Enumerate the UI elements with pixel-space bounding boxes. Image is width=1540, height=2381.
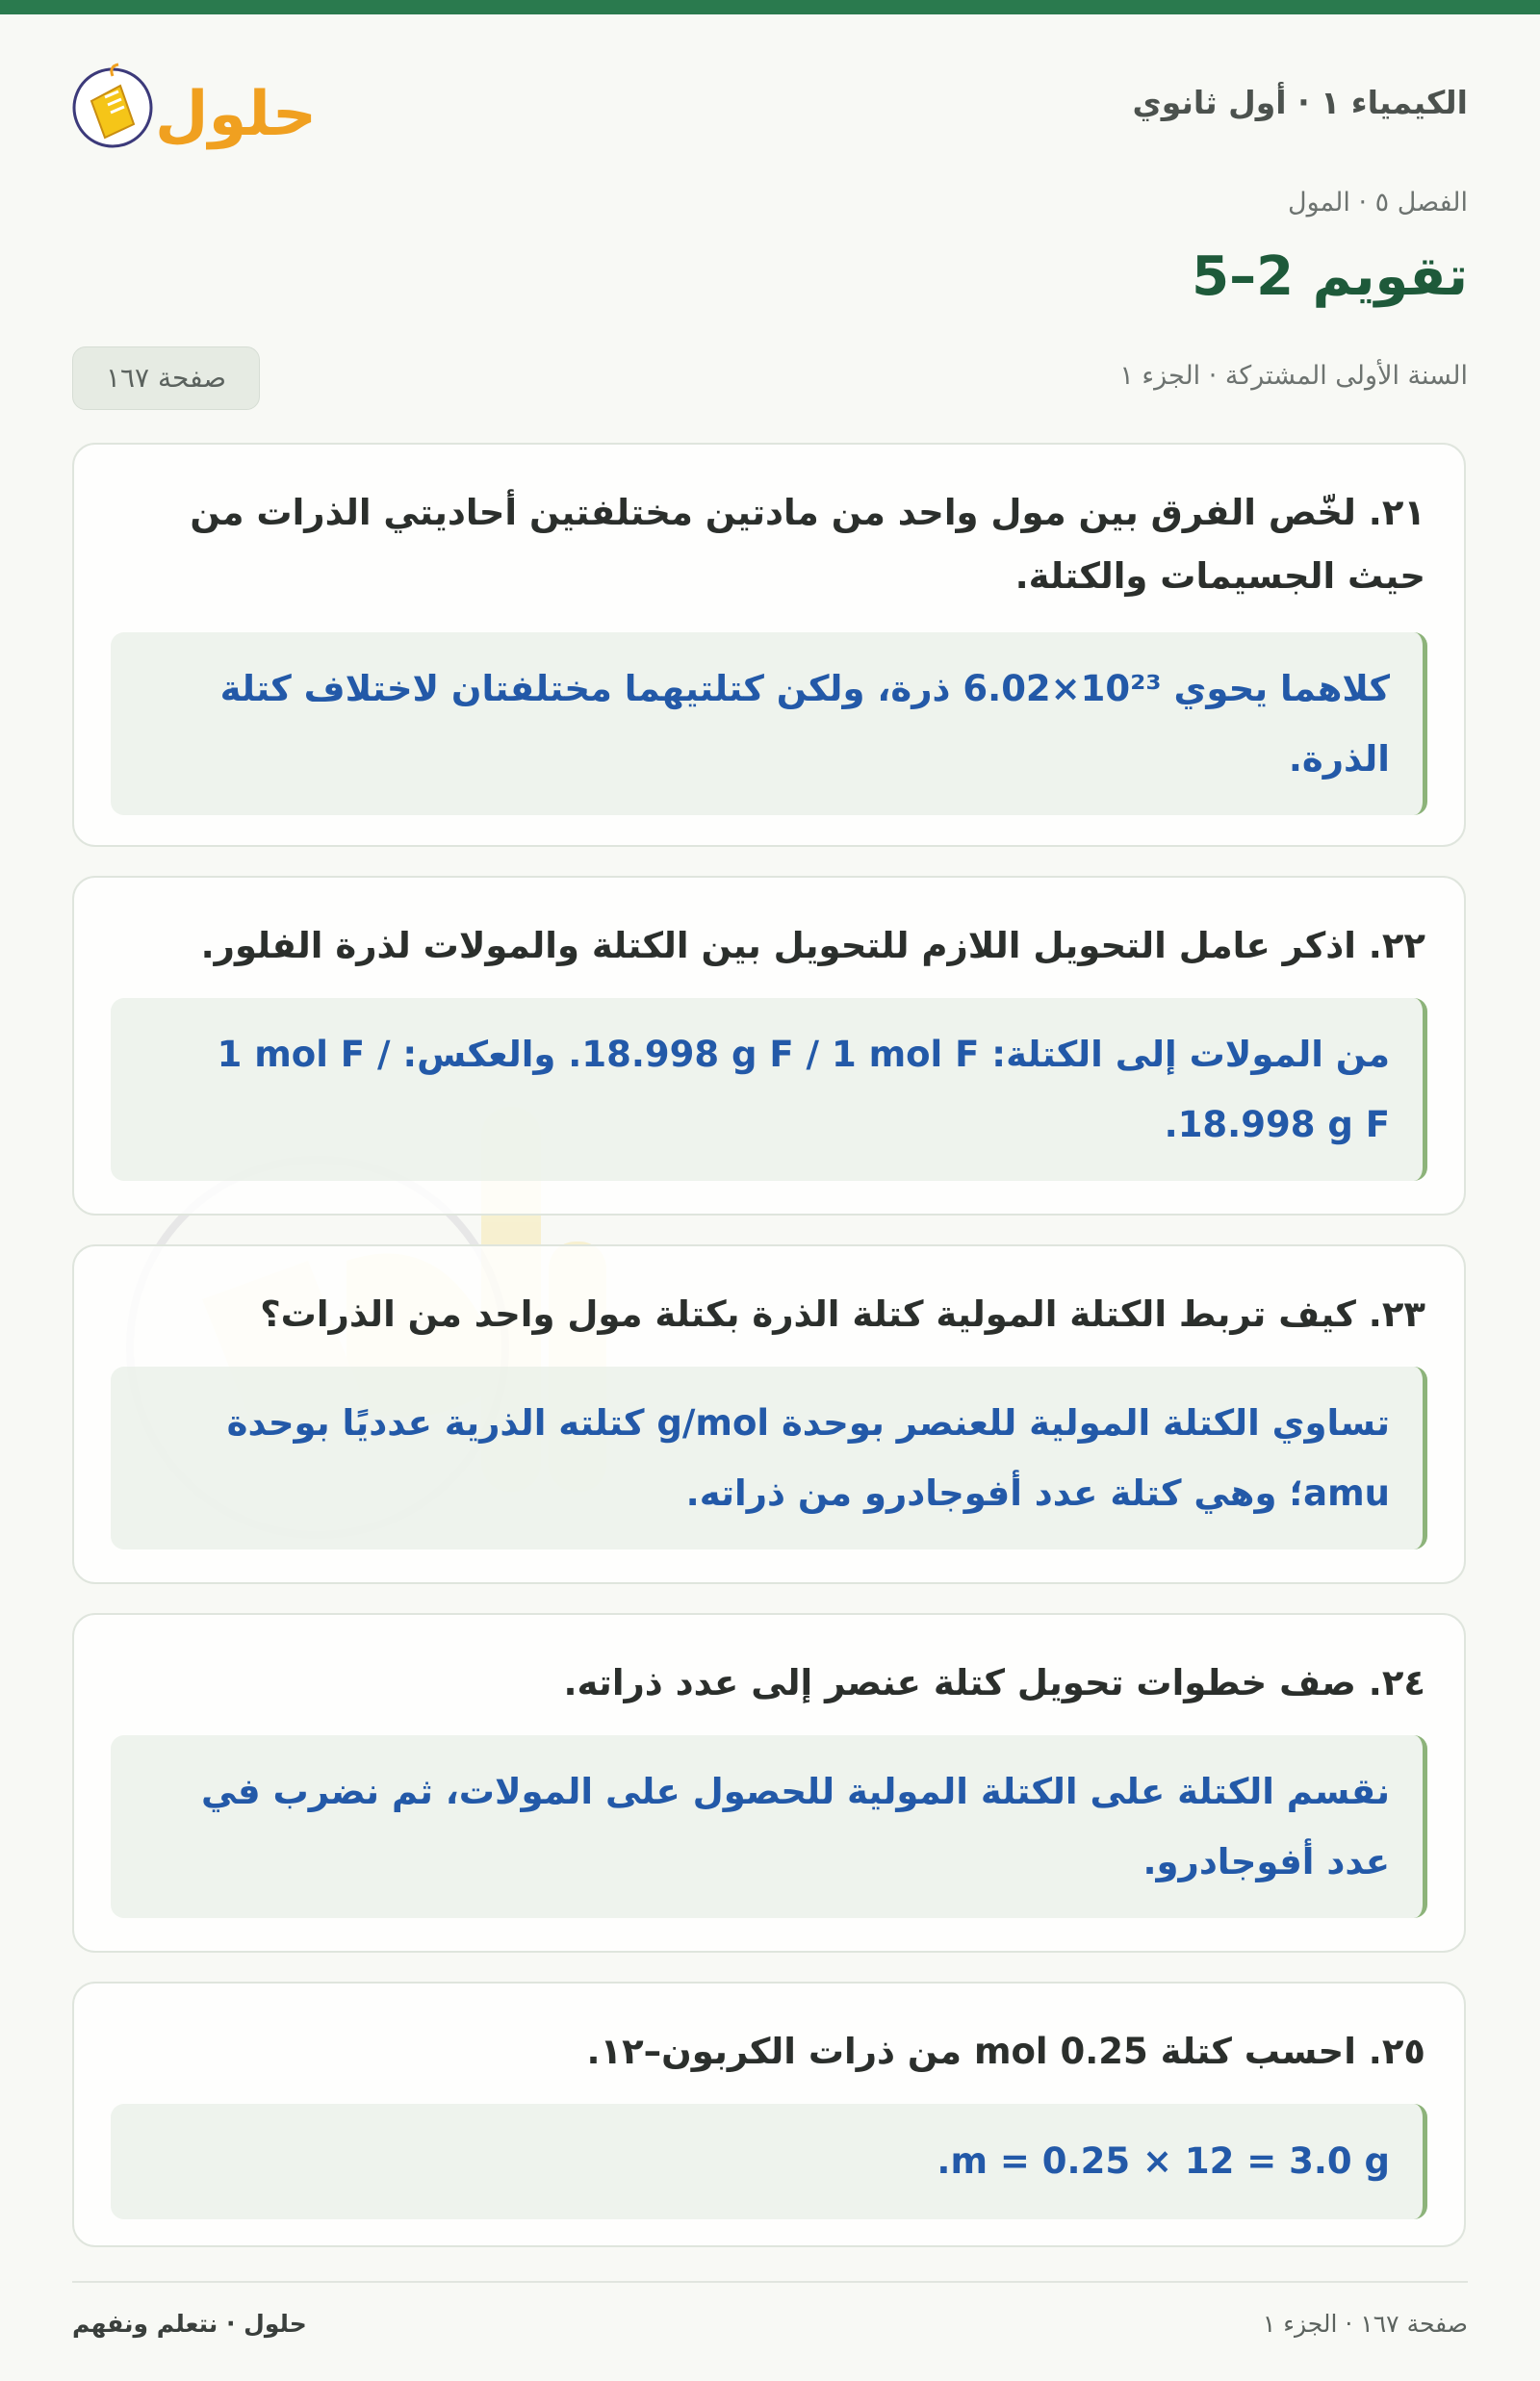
answer-box — [111, 2104, 1427, 2219]
answer-text: تساوي الكتلة المولية للعنصر بوحدة — [769, 1402, 1390, 1444]
answer-text: كلاهما يحوي — [1161, 668, 1390, 709]
answer-text: . والعكس: — [390, 1034, 582, 1075]
answer-unit: amu — [1303, 1472, 1390, 1514]
page-title: تقويم 2–5 — [1192, 245, 1468, 308]
footer-brand: حلول · نتعلم ونفهم — [72, 2310, 307, 2338]
question-card — [72, 443, 1466, 847]
answer-box — [111, 1367, 1427, 1549]
logo-wordmark: حلول — [155, 79, 317, 150]
answer-unit: g/mol — [656, 1402, 770, 1444]
answer-text: من المولات إلى الكتلة: — [979, 1034, 1390, 1075]
question-card — [72, 1613, 1466, 1953]
answer-text: ذرة، ولكن كتلتيهما مختلفتان لاختلاف كتلة الذرة. — [219, 668, 1390, 780]
question-text: ٢١. لخّص الفرق بين مول واحد من مادتين مختلفتين أحاديتي الذرات من حيث الجسيمات والكتلة. — [190, 492, 1425, 597]
subject-label: الكيمياء ١ · أول ثانوي — [1132, 84, 1468, 121]
answer-box — [111, 998, 1427, 1181]
answer-formula: 1 mol F / 18.998 g F — [217, 1034, 1390, 1145]
question-card — [72, 1982, 1466, 2247]
top-accent-bar — [0, 0, 1540, 14]
question-text: ٢٥. احسب كتلة 0.25 mol من ذرات الكربون–١٢. — [586, 2031, 1425, 2072]
page-number-badge: صفحة ١٦٧ — [72, 346, 260, 410]
answer-formula: 18.998 g F / 1 mol F — [581, 1034, 980, 1075]
question-text: ٢٤. صف خطوات تحويل كتلة عنصر إلى عدد ذراته. — [563, 1662, 1425, 1703]
answer-text: . — [1164, 1104, 1178, 1145]
page-header — [72, 53, 1468, 159]
answer-text: ؛ وهي كتلة عدد أفوجادرو من ذراته. — [685, 1472, 1304, 1514]
question-text: ٢٢. اذكر عامل التحويل اللازم للتحويل بين الكتلة والمولات لذرة الفلور. — [200, 925, 1425, 966]
question-card — [72, 1244, 1466, 1584]
answer-formula: 6.02×10²³ — [962, 668, 1162, 709]
answer-box — [111, 632, 1427, 815]
question-text: ٢٣. كيف تربط الكتلة المولية كتلة الذرة بكتلة مول واحد من الذرات؟ — [260, 1293, 1425, 1335]
answer-text: . — [937, 2140, 951, 2182]
breadcrumb: الفصل ٥ · المول — [1287, 188, 1468, 218]
answer-text: نقسم الكتلة على الكتلة المولية للحصول على المولات، ثم نضرب في عدد أفوجادرو. — [200, 1771, 1390, 1882]
hulul-logo[interactable] — [72, 53, 322, 159]
answer-text: كتلته الذرية عدديًا بوحدة — [226, 1402, 657, 1444]
answer-box — [111, 1735, 1427, 1918]
book-meta: السنة الأولى المشتركة · الجزء ١ — [1119, 361, 1468, 391]
answer-formula: m = 0.25 × 12 = 3.0 g — [950, 2140, 1390, 2182]
footer-divider — [72, 2281, 1468, 2283]
footer-page-info: صفحة ١٦٧ · الجزء ١ — [1262, 2310, 1468, 2338]
question-card — [72, 876, 1466, 1216]
